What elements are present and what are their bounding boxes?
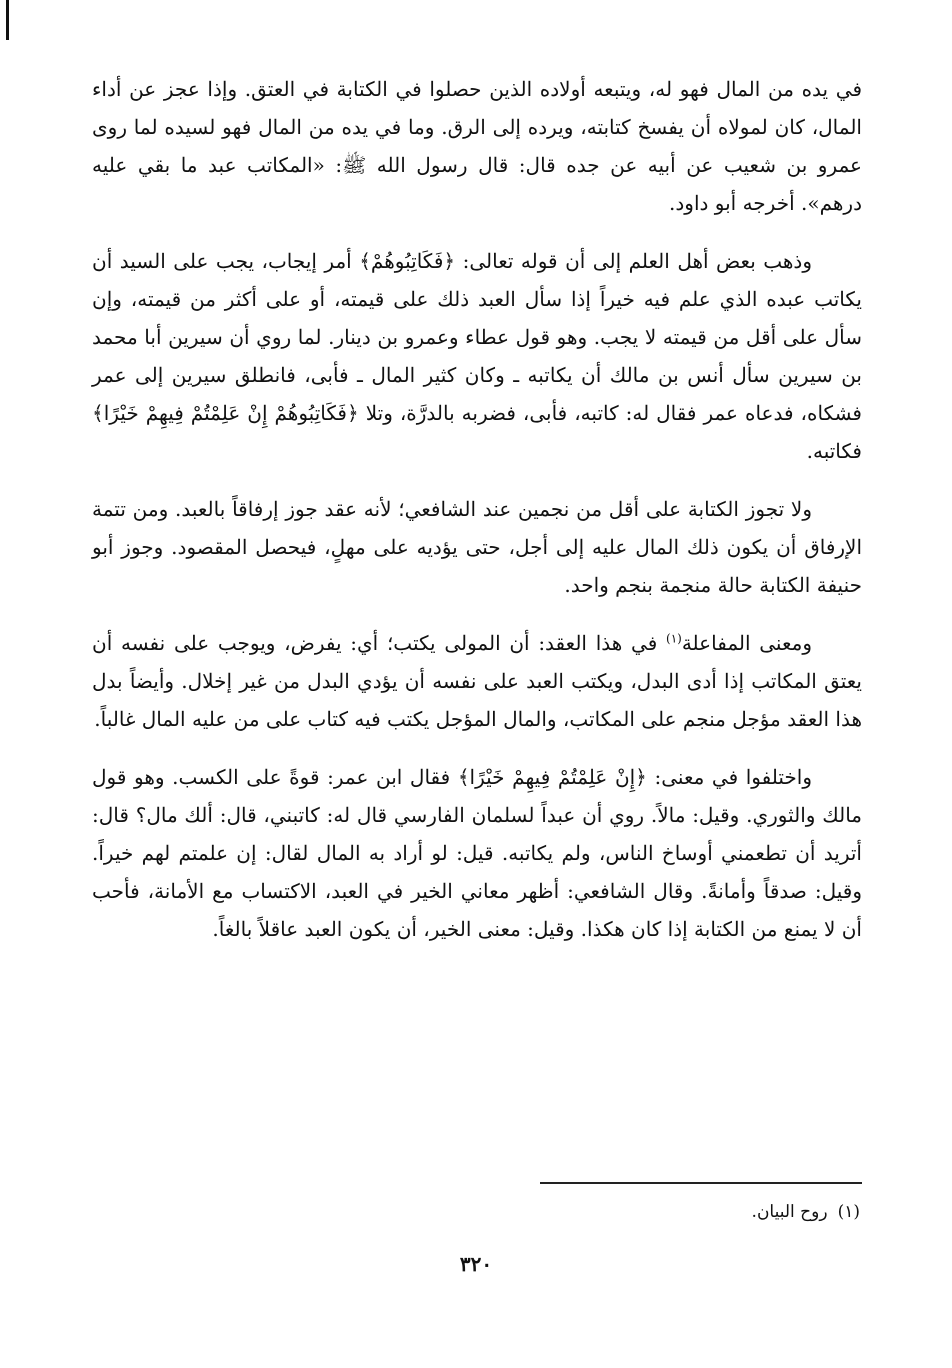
footnote-divider: [540, 1182, 862, 1184]
paragraph-4-rest: في هذا العقد: أن المولى يكتب؛ أي: يفرض، ويوجب على نفسه أن يعتق المكاتب إذا أدى البدل، ويكتب العبد على نفسه أن يؤدي البدل من غير إخلال. وأيضاً بدل هذا العقد مؤجل منجم على المكاتب، والمال المؤجل يكتب فيه كتاب على من عليه المال غالباً.: [92, 631, 862, 731]
paragraph-5: واختلفوا في معنى: ﴿إِنْ عَلِمْتُمْ فِيهِمْ خَيْرًا﴾ فقال ابن عمر: قوةً على الكسب. وهو قول مالك والثوري. وقيل: مالاً. روي أن عبداً لسلمان الفارسي قال له: كاتبني، قال: ألك مال؟ قال: أتريد أن تطعمني أوساخ الناس، ولم يكاتبه. قيل: لو أراد به المال لقال: إن علمتم لهم خيراً. وقيل: صدقاً وأمانةً. وقال الشافعي: أظهر معاني الخير في العبد، الاكتساب مع الأمانة، فأحب أن لا يمنع من الكتابة إذا كان هكذا. وقيل: معنى الخير، أن يكون العبد عاقلاً بالغاً.: [92, 765, 862, 941]
footnote-reference[interactable]: (١): [666, 631, 682, 646]
paragraph-4-lead: ومعنى المفاعلة: [681, 631, 812, 655]
paragraph-3: ولا تجوز الكتابة على أقل من نجمين عند الشافعي؛ لأنه عقد جوز إرفاقاً بالعبد. ومن تتمة الإرفاق أن يكون ذلك المال عليه إلى أجل، حتى يؤديه على مهلٍ، فيحصل المقصود. وجوز أبو حنيفة الكتابة حالة منجمة بنجم واحد.: [92, 497, 862, 597]
paragraph-2: وذهب بعض أهل العلم إلى أن قوله تعالى: ﴿فَكَاتِبُوهُمْ﴾ أمر إيجاب، يجب على السيد أن يكاتب عبده الذي علم فيه خيراً إذا سأل العبد ذلك على قيمته، أو على أكثر من قيمته، وإن سأل على أقل من قيمته لا يجب. وهو قول عطاء وعمرو بن دينار. لما روي أن سيرين أبا محمد بن سيرين سأل أنس بن مالك أن يكاتبه ـ وكان كثير المال ـ فأبى، فانطلق سيرين إلى عمر فشكاه، فدعاه عمر فقال له: كاتبه، فأبى، فضربه بالدرَّة، وتلا ﴿فَكَاتِبُوهُمْ إِنْ عَلِمْتُمْ فِيهِمْ خَيْرًا﴾ فكاتبه.: [92, 249, 862, 463]
page-edge-mark: [6, 0, 9, 40]
paragraph-1: في يده من المال فهو له، ويتبعه أولاده الذين حصلوا في الكتابة في العتق. وإذا عجز عن أداء المال، كان لمولاه أن يفسخ كتابته، ويرده إلى الرق. وما في يده من المال فهو لسيده لما روى عمرو بن شعيب عن أبيه عن جده قال: قال رسول الله ﷺ: «المكاتب عبد ما بقي عليه درهم». أخرجه أبو داود.: [92, 77, 862, 215]
footnote-number: (١): [837, 1202, 860, 1222]
page-number: ٣٢٠: [459, 1252, 493, 1276]
footnote-text: روح البيان.: [751, 1202, 828, 1222]
paragraph-4: [92, 624, 862, 738]
page-body: [92, 70, 862, 968]
footnote: [460, 1198, 860, 1226]
